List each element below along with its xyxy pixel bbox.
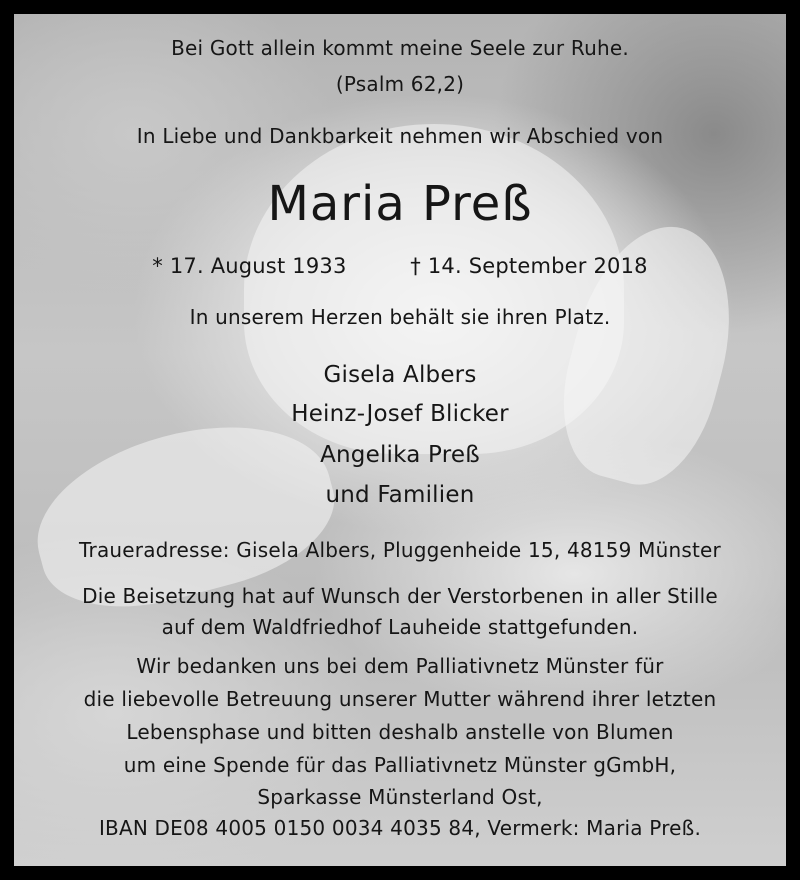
birth-date: * 17. August 1933 bbox=[152, 254, 347, 278]
life-dates bbox=[14, 254, 786, 278]
bible-verse: Bei Gott allein kommt meine Seele zur Ruhe. bbox=[171, 36, 629, 60]
memorial-line: In unserem Herzen behält sie ihren Platz. bbox=[189, 305, 611, 329]
donation-iban: IBAN DE08 4005 0150 0034 4035 84, Vermerk: Maria Preß. bbox=[98, 816, 702, 840]
verse-reference: (Psalm 62,2) bbox=[335, 72, 465, 96]
burial-note: auf dem Waldfriedhof Lauheide stattgefunden. bbox=[161, 615, 639, 639]
thanks-line: um eine Spende für das Palliativnetz Münster gGmbH, bbox=[123, 753, 677, 777]
intro-text: In Liebe und Dankbarkeit nehmen wir Abschied von bbox=[136, 124, 664, 148]
death-date: † 14. September 2018 bbox=[410, 254, 648, 278]
mourning-address: Traueradresse: Gisela Albers, Pluggenheide 15, 48159 Münster bbox=[79, 538, 721, 562]
mourner: Gisela Albers bbox=[323, 362, 477, 388]
mourner: Angelika Preß bbox=[320, 442, 480, 468]
obituary-notice bbox=[14, 14, 786, 866]
mourner: Heinz-Josef Blicker bbox=[291, 401, 509, 427]
thanks-line: die liebevolle Betreuung unserer Mutter während ihrer letzten bbox=[83, 687, 717, 711]
burial-note: Die Beisetzung hat auf Wunsch der Verstorbenen in aller Stille bbox=[82, 584, 718, 608]
thanks-line: Sparkasse Münsterland Ost, bbox=[257, 785, 543, 809]
deceased-name: Maria Preß bbox=[267, 176, 533, 232]
thanks-line: Lebensphase und bitten deshalb anstelle von Blumen bbox=[126, 720, 674, 744]
mourner: und Familien bbox=[325, 482, 475, 508]
thanks-line: Wir bedanken uns bei dem Palliativnetz Münster für bbox=[136, 654, 664, 678]
